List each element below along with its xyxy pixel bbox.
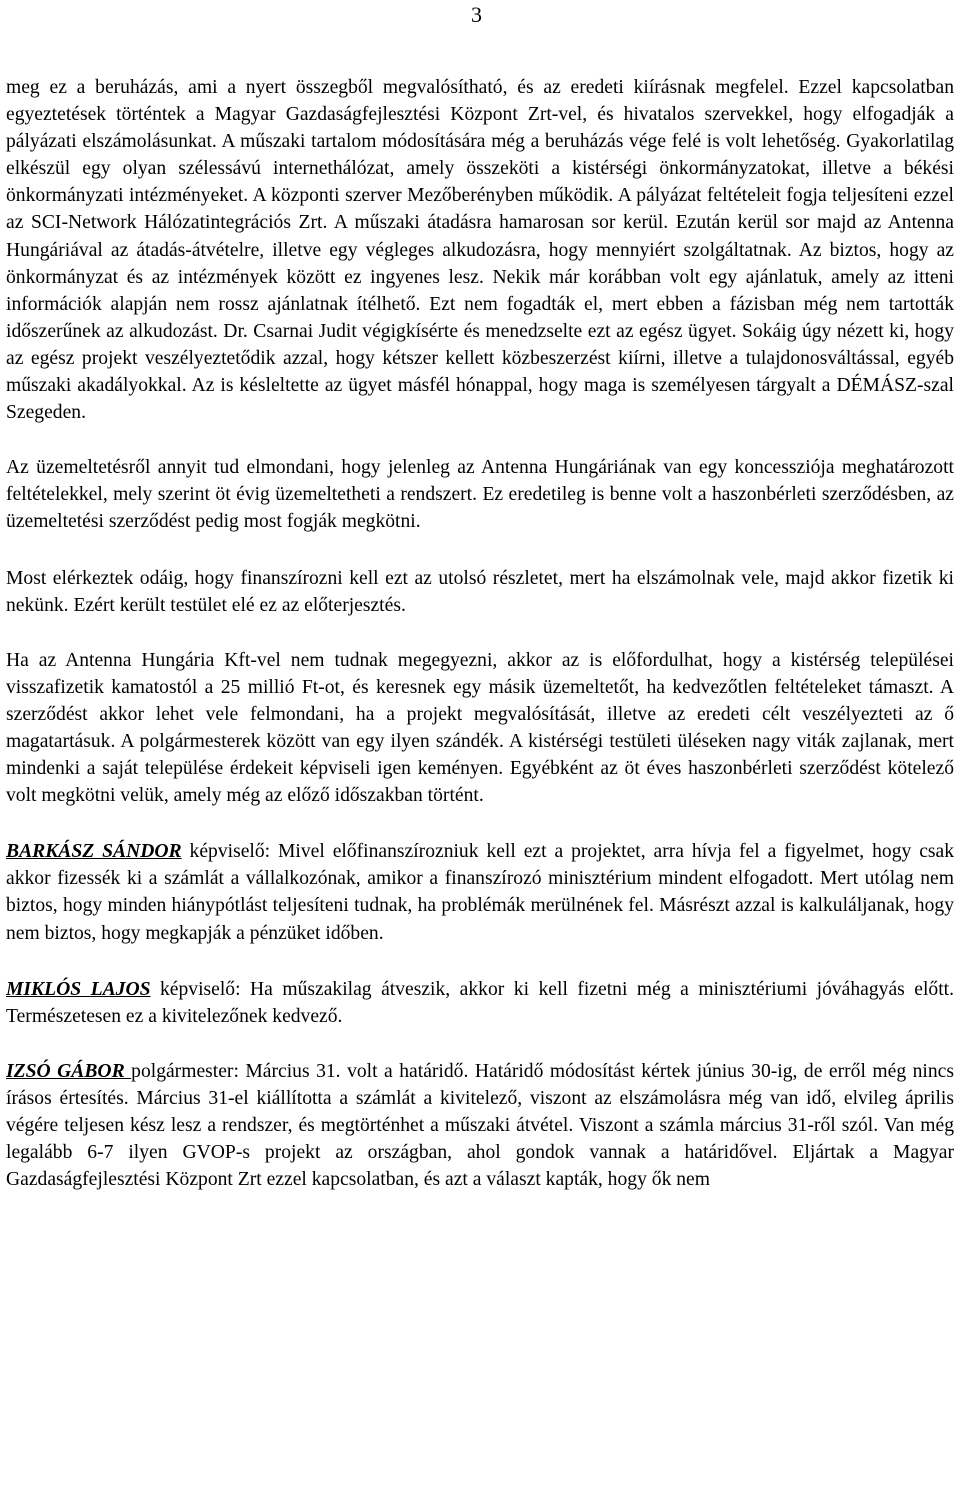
paragraph-4: Ha az Antenna Hungária Kft-vel nem tudnak megegyezni, akkor az is előfordulhat, hogy a kistérség települései visszafizetik kamatostól a 25 millió Ft-ot, és keresnek egy másik üzemeltetőt, ha kedvezőtlen feltételeket támaszt. A szerződést akkor lehet vele felmondani, ha a projekt megvalósítását, illetve az eredeti célt veszélyezteti az ő magatartásuk. A polgármesterek között van egy ilyen szándék. A kistérségi testületi üléseken nagy viták zajlanak, mert mindenki a saját települése érdekeit képviseli igen keményen. Egyébként az öt éves haszonbérleti szerződést kötelező volt megkötni velük, amely még az előző időszakban történt. bbox=[6, 649, 954, 807]
speaker-name: IZSÓ GÁBOR bbox=[6, 1060, 132, 1082]
paragraph-2: Az üzemeltetésről annyit tud elmondani, hogy jelenleg az Antenna Hungáriának van egy koncessziója meghatározott feltételekkel, mely szerint öt évig üzemeltetheti a rendszert. Ez eredetileg is benne volt a haszonbérleti szerződésben, az üzemeltetési szerződést pedig most fogják megkötni. bbox=[6, 457, 954, 533]
paragraph-miklos bbox=[6, 976, 954, 1030]
speech-text: képviselő: Ha műszakilag átveszik, akkor ki kell fizetni még a minisztériumi jóváhagyás előtt. Természetesen ez a kivitelezőnek kedvező. bbox=[6, 978, 954, 1027]
page-number: 3 bbox=[471, 2, 482, 27]
speaker-name: MIKLÓS LAJOS bbox=[6, 978, 151, 1000]
paragraph-3: Most elérkeztek odáig, hogy finanszírozni kell ezt az utolsó részletet, mert ha elszámolnak vele, majd akkor fizetik ki nekünk. Ezért került testület elé ez az előterjesztés. bbox=[6, 567, 954, 616]
speech-text: képviselő: Mivel előfinanszírozniuk kell ezt a projektet, arra hívja fel a figyelmet, hogy csak akkor fizessék ki a számlát a vállalkozónak, amikor a finanszírozó minisztérium mindent elfogadott. Mert utólag nem biztos, hogy minden hiánypótlást teljesíteni tudnak, ha problémák merülnének fel. Másrészt azzal is kalkuláljanak, hogy nem biztos, hogy megkapják a pénzüket időben. bbox=[6, 841, 955, 944]
speaker-name: BARKÁSZ SÁNDOR bbox=[6, 841, 182, 863]
paragraph-barkasz bbox=[6, 838, 954, 946]
speech-text: polgármester: Március 31. volt a határidő. Határidő módosítást kértek június 30-ig, de erről még nincs írásos értesítés. Március 31-el kiállította a számlát a kivitelező, viszont az elszámolásra még van idő, elvileg április végére teljesen kész lesz a rendszer, és megtörténhet a műszaki átvétel. Viszont a számla március 31-ről szól. Van még legalább 6-7 ilyen GVOP-s projekt az országban, ahol gondok vannak a határidővel. Eljártak a Magyar Gazdaságfejlesztési Központ Zrt ezzel kapcsolatban, és azt a választ kapták, hogy ők nem bbox=[6, 1060, 954, 1191]
paragraph-1: meg ez a beruházás, ami a nyert összegből megvalósítható, és az eredeti kiírásnak megfelel. Ezzel kapcsolatban egyeztetések történtek a Magyar Gazdaságfejlesztési Központ Zrt-vel, és hivatalos szervekkel, hogy elfogadják a pályázati elszámolásunkat. A műszaki tartalom módosítására még a beruházás vége felé is volt lehetőség. Gyakorlatilag elkészül egy olyan szélessávú internethálózat, amely összeköti a kistérségi önkormányzatokat, illetve a békési önkormányzati intézményeket. A központi szerver Mezőberényben működik. A pályázat feltételeit fogja teljesíteni ezzel az SCI-Network Hálózatintegrációs Zrt. A műszaki átadásra hamarosan sor kerül. Ezután kerül sor majd az Antenna Hungáriával az átadás-átvételre, illetve egy végleges alkudozásra, hogy mennyiért szolgáltatnak. Az biztos, hogy az önkormányzat és az intézmények között ez ingyenes lesz. Nekik már korábban volt egy ajánlatuk, amely az itteni információk alapján nem rossz ajánlatnak ítélhető. Ezt nem fogadták el, mert ebben a fázisban még nem tartották időszerűnek az alkudozást. Dr. Csarnai Judit végigkísérte és menedzselte ezt az egész ügyet. Sokáig úgy nézett ki, hogy az egész projekt veszélyeztetődik azzal, hogy kétszer kellett közbeszerzést kiírni, illetve a tulajdonosváltással, egyéb műszaki akadályokkal. Az is késleltette az ügyet másfél hónappal, hogy maga is személyesen tárgyalt a DÉMÁSZ-szal Szegeden. bbox=[6, 77, 954, 424]
document-body bbox=[6, 74, 954, 1221]
paragraph-izso bbox=[6, 1058, 954, 1193]
